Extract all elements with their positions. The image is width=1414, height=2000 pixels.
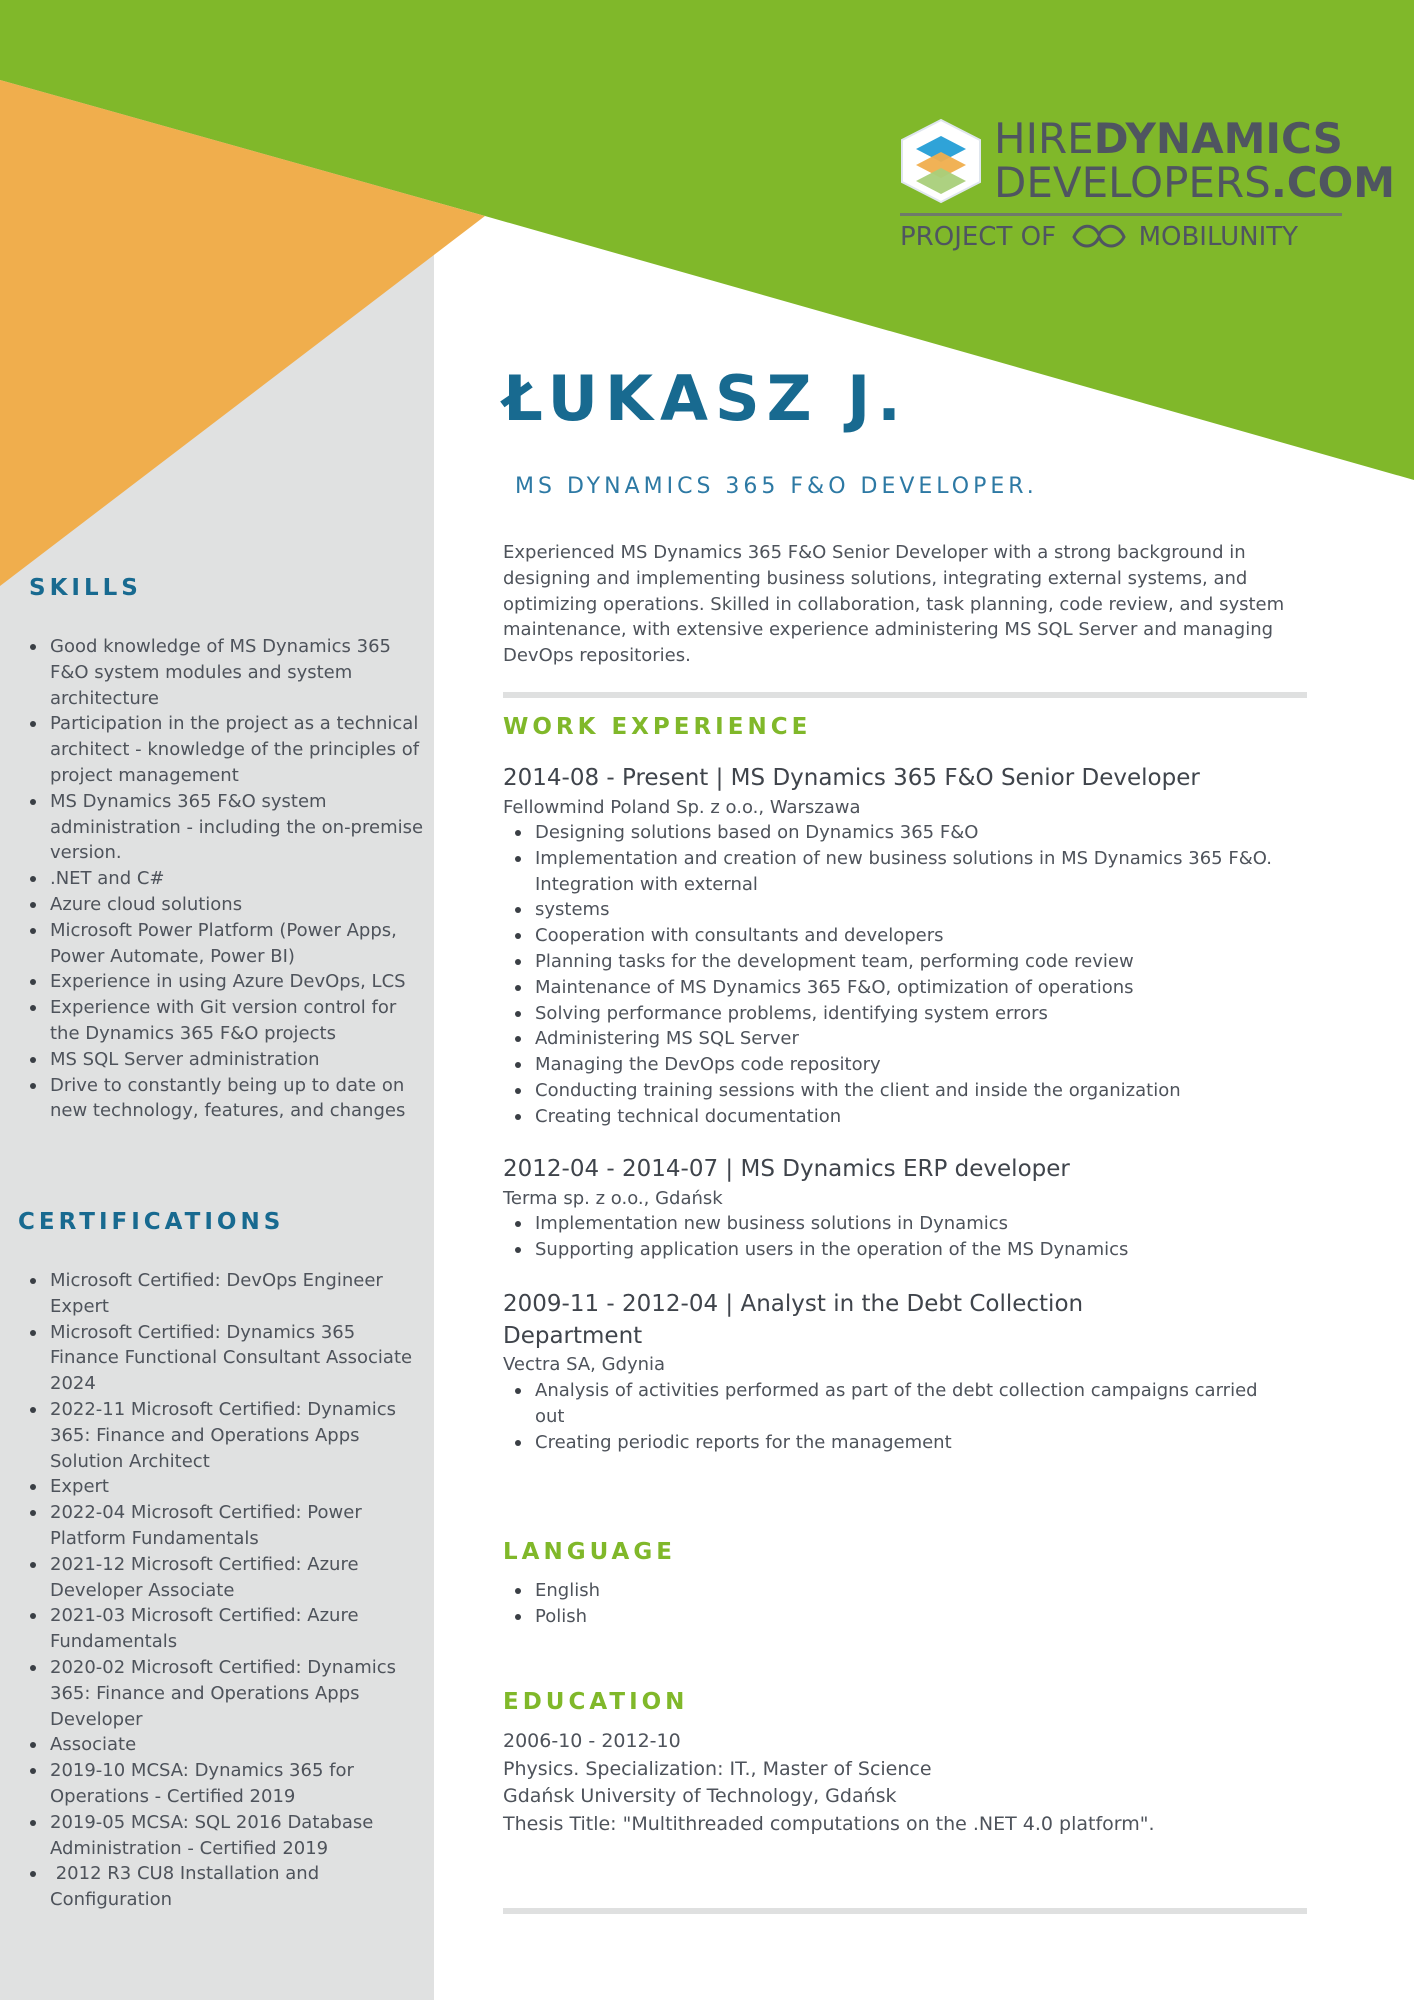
certification-item: 2020-02 Microsoft Certified: Dynamics 365: Finance and Operations Apps Developer <box>18 1655 428 1732</box>
job-bullets <box>503 1211 1293 1263</box>
skills-list <box>18 634 428 1124</box>
certification-item: 2021-03 Microsoft Certified: Azure Fundamentals <box>18 1603 428 1655</box>
profile-summary: Experienced MS Dynamics 365 F&O Senior Developer with a strong background in designing and implementing business solutions, integrating external systems, and optimizing operations. Skilled in collaboration, task planning, code review, and system maintenance, with extensive experience administering MS SQL Server and managing DevOps repositories. <box>503 542 1285 667</box>
certification-item: 2021-12 Microsoft Certified: Azure Developer Associate <box>18 1552 428 1604</box>
certification-item: Associate <box>18 1732 428 1758</box>
certification-item: 2012 R3 CU8 Installation and Configuration <box>18 1861 428 1913</box>
certification-item: Microsoft Certified: Dynamics 365 Finance Functional Consultant Associate 2024 <box>18 1320 428 1397</box>
divider-bottom <box>503 1908 1307 1914</box>
logo-divider <box>900 213 1342 216</box>
job-bullet: Designing solutions based on Dynamics 365 F&O <box>503 820 1293 846</box>
skill-item: MS Dynamics 365 F&O system administration - including the on-premise version. <box>18 789 428 866</box>
candidate-role: MS DYNAMICS 365 F&O DEVELOPER. <box>515 474 1038 499</box>
job-bullet: Cooperation with consultants and developers <box>503 923 1293 949</box>
skill-item: Participation in the project as a technical architect - knowledge of the principles of project management <box>18 711 428 788</box>
job-title: 2012-04 - 2014-07 | MS Dynamics ERP developer <box>503 1156 1070 1182</box>
company-logo[interactable] <box>896 112 1396 258</box>
skill-item: Azure cloud solutions <box>18 892 428 918</box>
mobilunity-icon <box>1070 221 1128 251</box>
certification-item: 2019-05 MCSA: SQL 2016 Database Administration - Certified 2019 <box>18 1810 428 1862</box>
certification-item: Microsoft Certified: DevOps Engineer Expert <box>18 1268 428 1320</box>
education-thesis: Thesis Title: "Multithreaded computations on the .NET 4.0 platform". <box>503 1813 1155 1835</box>
job-bullets <box>503 820 1293 1130</box>
certifications-heading: CERTIFICATIONS <box>18 1209 285 1235</box>
candidate-name: ŁUKASZ J. <box>503 362 908 435</box>
job-bullet: Creating periodic reports for the management <box>503 1430 1263 1456</box>
certification-item: 2022-04 Microsoft Certified: Power Platform Fundamentals <box>18 1500 428 1552</box>
language-item: English <box>503 1578 1293 1604</box>
divider-top <box>503 692 1307 698</box>
logo-project-of: PROJECT OF MOBILUNITY <box>900 222 1299 252</box>
work-experience-heading: WORK EXPERIENCE <box>503 714 812 740</box>
job-bullet: Analysis of activities performed as part of the debt collection campaigns carried out <box>503 1378 1263 1430</box>
skill-item: Good knowledge of MS Dynamics 365 F&O system modules and system architecture <box>18 634 428 711</box>
skill-item: .NET and C# <box>18 866 428 892</box>
job-bullet: Creating technical documentation <box>503 1104 1293 1130</box>
job-company: Vectra SA, Gdynia <box>503 1354 666 1375</box>
language-list <box>503 1578 1293 1630</box>
job-bullet: Administering MS SQL Server <box>503 1026 1293 1052</box>
skills-heading: SKILLS <box>29 575 142 601</box>
certifications-list <box>18 1268 428 1913</box>
job-bullet: Planning tasks for the development team, performing code review <box>503 949 1293 975</box>
skill-item: Experience with Git version control for the Dynamics 365 F&O projects <box>18 995 428 1047</box>
job-company: Terma sp. z o.o., Gdańsk <box>503 1188 723 1209</box>
skill-item: MS SQL Server administration <box>18 1047 428 1073</box>
skill-item: Experience in using Azure DevOps, LCS <box>18 969 428 995</box>
job-bullet: Maintenance of MS Dynamics 365 F&O, optimization of operations <box>503 975 1293 1001</box>
education-degree: Physics. Specialization: IT., Master of Science <box>503 1758 932 1780</box>
job-bullet: Implementation and creation of new business solutions in MS Dynamics 365 F&O. Integration with external <box>503 846 1293 898</box>
job-bullet: Implementation new business solutions in Dynamics <box>503 1211 1293 1237</box>
job-bullet: Solving performance problems, identifying system errors <box>503 1001 1293 1027</box>
skill-item: Microsoft Power Platform (Power Apps, Power Automate, Power BI) <box>18 918 428 970</box>
certification-item: Expert <box>18 1474 428 1500</box>
job-title: 2009-11 - 2012-04 | Analyst in the Debt Collection Department <box>503 1291 1084 1349</box>
education-school: Gdańsk University of Technology, Gdańsk <box>503 1785 897 1807</box>
logo-line-1: HIREDYNAMICS <box>994 114 1343 163</box>
language-item: Polish <box>503 1604 1293 1630</box>
skill-item: Drive to constantly being up to date on new technology, features, and changes <box>18 1073 428 1125</box>
job-bullet: Conducting training sessions with the client and inside the organization <box>503 1078 1293 1104</box>
job-bullets <box>503 1378 1263 1455</box>
job-company: Fellowmind Poland Sp. z o.o., Warszawa <box>503 797 861 818</box>
job-bullet: Supporting application users in the operation of the MS Dynamics <box>503 1237 1293 1263</box>
job-bullet: Managing the DevOps code repository <box>503 1052 1293 1078</box>
logo-hexagon-icon <box>896 116 986 206</box>
logo-line-2: DEVELOPERS.COM <box>994 158 1396 207</box>
education-dates: 2006-10 - 2012-10 <box>503 1730 681 1752</box>
certification-item: 2022-11 Microsoft Certified: Dynamics 365: Finance and Operations Apps Solution Architect <box>18 1397 428 1474</box>
job-bullet: systems <box>503 897 1293 923</box>
education-heading: EDUCATION <box>503 1689 689 1715</box>
language-heading: LANGUAGE <box>503 1539 676 1565</box>
certification-item: 2019-10 MCSA: Dynamics 365 for Operations - Certified 2019 <box>18 1758 428 1810</box>
job-title: 2014-08 - Present | MS Dynamics 365 F&O Senior Developer <box>503 765 1200 791</box>
